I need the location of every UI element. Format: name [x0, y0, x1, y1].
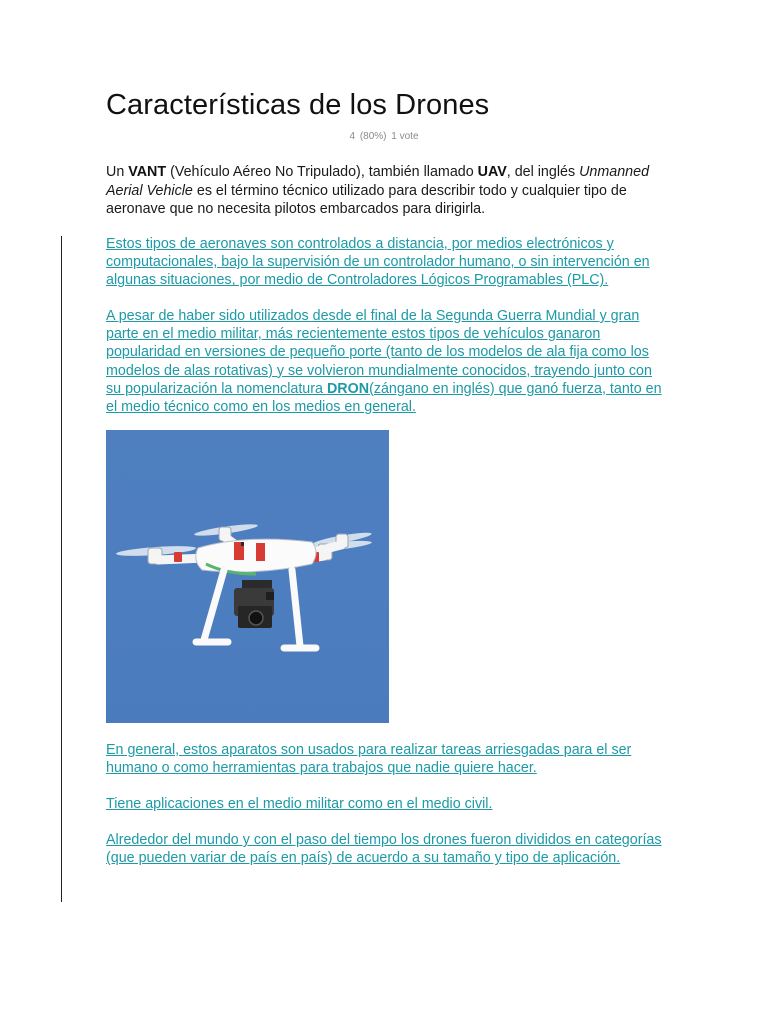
history-text-end: (zángano en inglés) que ganó fuerza, tanto en el medio técnico como en los medios en general.: [106, 380, 662, 416]
rating-score: 4: [349, 131, 356, 142]
rating-percent: (80%): [359, 131, 387, 142]
drone-illustration: [106, 430, 389, 723]
history-text: A pesar de haber sido utilizados desde el final de la Segunda Guerra Mundial y gran parte en el medio militar, más recientemente estos tipos de vehículos ganaron popularidad en versiones de pequeño porte (tanto de los modelos de ala fija como los modelos de alas rotativas) y se volvieron mundialmente conocidos, trayendo junto con su popularización la nomenclatura: [106, 308, 652, 397]
camera-gimbal: [234, 580, 274, 628]
intro-text: es el término técnico utilizado para describir todo y cualquier tipo de aeronave que no necesita pilotos embarcados para dirigirla.: [106, 182, 627, 217]
paragraph-categories: [106, 831, 666, 867]
link-paragraph-control[interactable]: Estos tipos de aeronaves son controlados a distancia, por medios electrónicos y computacionales, bajo la supervisión de un controlador humano, o sin intervención en algunas situaciones, por medio de Controladores Lógicos Programables (PLC).: [106, 236, 650, 289]
link-paragraph-uses[interactable]: En general, estos aparatos son usados para realizar tareas arriesgadas para el ser humano o como herramientas para trabajos que nadie quiere hacer.: [106, 742, 632, 777]
term-vant: VANT: [128, 164, 167, 180]
page-title: Características de los Drones: [106, 89, 490, 121]
intro-text: (Vehículo Aéreo No Tripulado), también llamado: [166, 164, 478, 180]
paragraph-history: [106, 307, 666, 416]
link-paragraph-applications[interactable]: Tiene aplicaciones en el medio militar como en el medio civil.: [106, 796, 493, 812]
term-uav: UAV: [477, 164, 507, 180]
paragraph-control: [106, 235, 666, 290]
link-paragraph-history[interactable]: [106, 308, 662, 415]
intro-paragraph: [106, 163, 666, 219]
paragraph-applications: [106, 795, 666, 813]
term-dron: DRON: [326, 380, 370, 397]
drone-photo: [106, 430, 389, 723]
intro-text: , del inglés: [506, 164, 580, 180]
paragraph-uses: [106, 741, 666, 777]
intro-text: Un: [106, 164, 129, 180]
drone-body: [196, 539, 316, 574]
term-english: Unmanned Aerial Vehicle: [106, 164, 650, 199]
margin-change-bar: [61, 236, 62, 902]
link-paragraph-categories[interactable]: Alrededor del mundo y con el paso del tiempo los drones fueron divididos en categorías (que pueden variar de país en país) de acuerdo a su tamaño y tipo de aplicación.: [106, 832, 662, 867]
rating-line: [106, 131, 662, 142]
rating-votes: 1 vote: [391, 131, 419, 142]
